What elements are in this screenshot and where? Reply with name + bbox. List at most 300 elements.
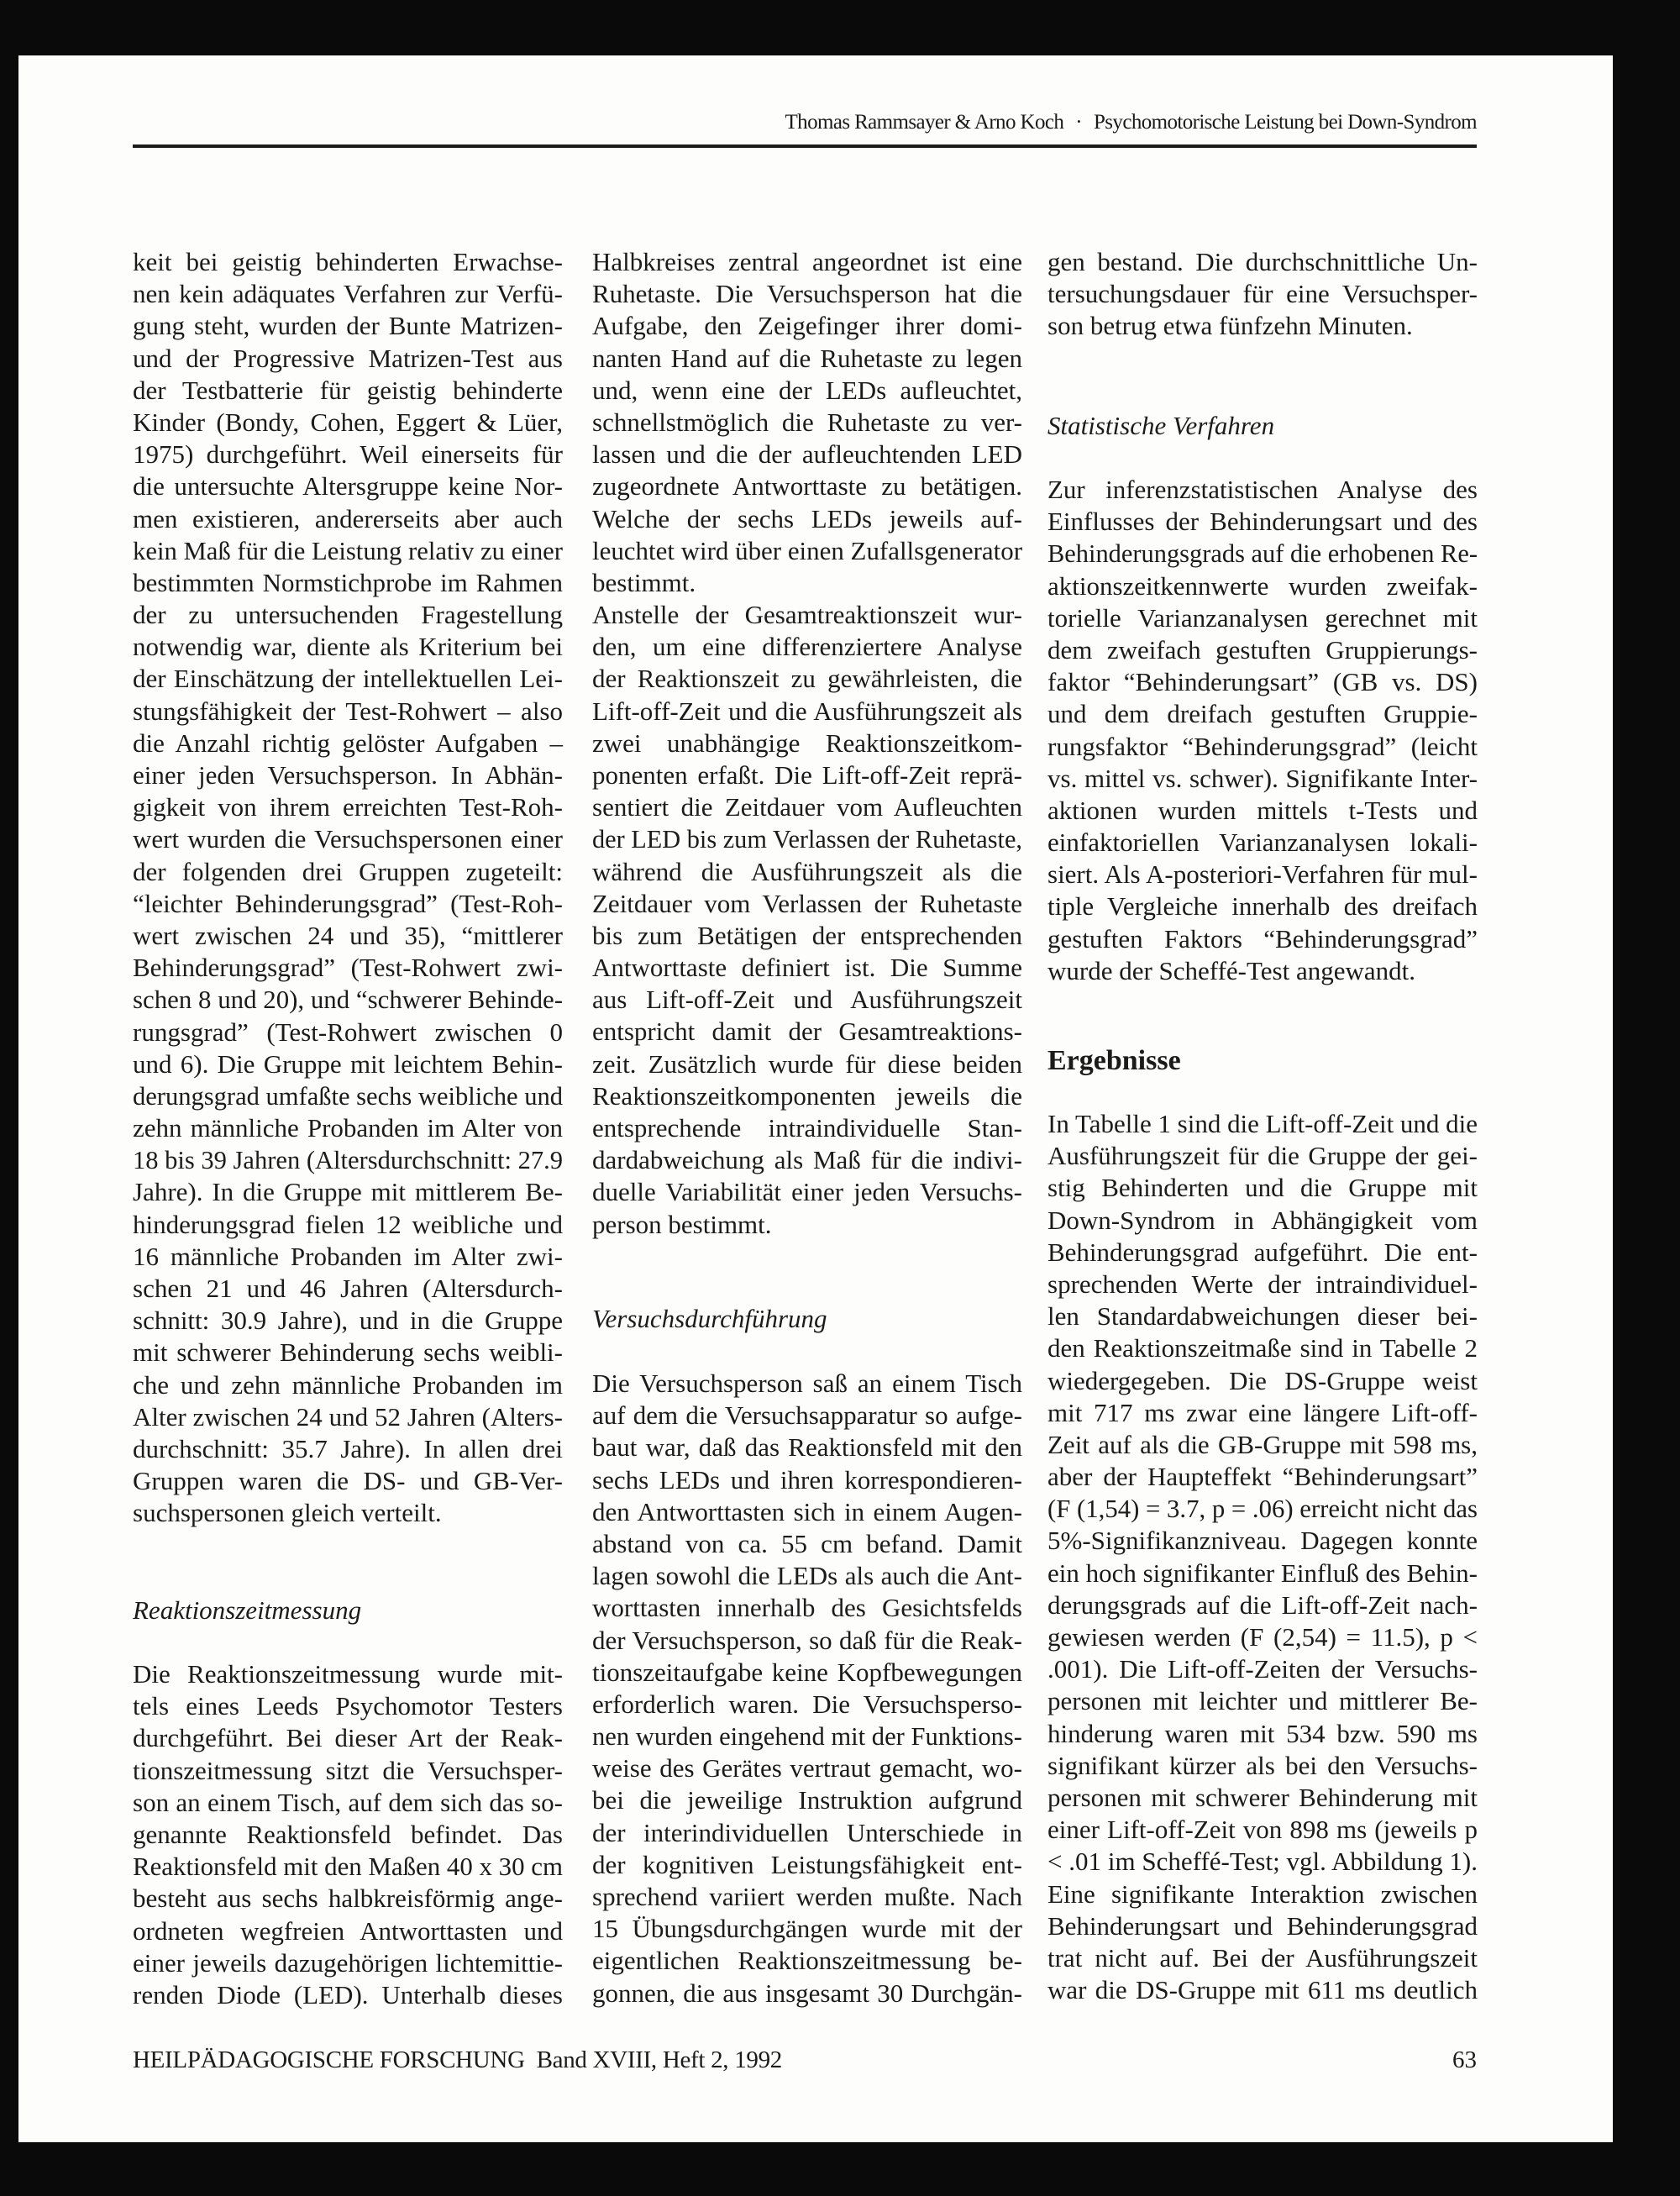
text-line xyxy=(133,535,563,567)
text-line xyxy=(1047,506,1478,538)
text-line-content: Zeit auf als die GB-Gruppe mit 598 ms, xyxy=(1047,1429,1478,1459)
paragraph xyxy=(133,246,563,1530)
text-line-content: der LED bis zum Verlassen der Ruhetaste, xyxy=(592,824,1022,854)
text-line xyxy=(1047,955,1478,987)
text-line-content: die untersuchte Altersgruppe keine Nor- xyxy=(133,471,563,502)
text-line-content: Halbkreises zentral angeordnet ist eine xyxy=(592,247,1022,276)
text-line-content: lassen und die der aufleuchtenden LED xyxy=(592,439,1022,470)
text-line-content: den Reaktionszeitmaße sind in Tabelle 2 xyxy=(1047,1333,1478,1363)
text-line xyxy=(133,599,563,631)
text-line-content: der Testbatterie für geistig behinderte xyxy=(133,375,563,405)
text-line-content: durchgeführt. Bei dieser Art der Reak- xyxy=(133,1723,563,1753)
text-line xyxy=(1047,827,1478,859)
text-line xyxy=(133,1176,563,1208)
text-line xyxy=(133,470,563,502)
text-line-content: Zeitdauer vom Verlassen der Ruhetaste xyxy=(592,888,1022,918)
text-line-content: der Reaktionszeit zu gewährleisten, die xyxy=(592,664,1022,694)
text-line xyxy=(592,1112,1022,1144)
text-line xyxy=(1047,1718,1478,1750)
text-line-content: aktionen wurden mittels t-Tests und xyxy=(1047,795,1478,825)
subsection-heading: Versuchsdurchführung xyxy=(592,1304,827,1333)
text-line xyxy=(1047,1300,1478,1332)
text-line xyxy=(592,1368,1022,1400)
text-line xyxy=(592,1432,1022,1463)
text-line-content: tersuchungsdauer für eine Versuchsper- xyxy=(1047,279,1478,309)
text-line xyxy=(1047,1429,1478,1461)
text-line xyxy=(592,246,1022,278)
text-line xyxy=(133,1080,563,1112)
text-line-content: aktionszeitkennwerte wurden zweifak- xyxy=(1047,570,1478,601)
text-line-content: derungsgrad umfaßte sechs weibliche und xyxy=(133,1080,563,1111)
text-line-content: und der Progressive Matrizen-Test aus xyxy=(133,343,563,373)
text-line-content: Down-Syndrom in Abhängigkeit vom xyxy=(1047,1205,1478,1235)
running-header xyxy=(785,111,1478,134)
text-line-content: entsprechende intraindividuelle Stan- xyxy=(592,1113,1022,1143)
text-line xyxy=(1047,1782,1478,1814)
text-line xyxy=(133,1883,563,1915)
text-line xyxy=(1047,1621,1478,1653)
text-line xyxy=(133,1017,563,1048)
text-line xyxy=(592,1176,1022,1208)
text-line xyxy=(1047,1493,1478,1525)
text-line xyxy=(592,599,1022,631)
text-line xyxy=(592,1048,1022,1080)
text-line xyxy=(592,1464,1022,1496)
text-line xyxy=(592,1016,1022,1048)
text-line xyxy=(592,823,1022,855)
text-line-content: der folgenden drei Gruppen zugeteilt: xyxy=(133,856,563,886)
text-line xyxy=(133,1241,563,1273)
text-line xyxy=(133,728,563,759)
text-line xyxy=(133,407,563,439)
text-line-content: Behinderungsgrad” (Test-Rohwert zwi- xyxy=(133,953,563,983)
text-line-content: mit 717 ms zwar eine längere Lift-off- xyxy=(1047,1397,1478,1427)
text-line-content: Jahre). In die Gruppe mit mittlerem Be- xyxy=(133,1177,563,1207)
footer-journal: HEILPÄDAGOGISCHE FORSCHUNG Band XVIII, Heft 2, 1992 xyxy=(133,2046,783,2073)
text-line xyxy=(1047,1269,1478,1300)
text-line-content: Behinderungsart und Behinderungsgrad xyxy=(1047,1910,1478,1941)
text-line-content: siert. Als A-posteriori-Verfahren für mul- xyxy=(1047,859,1478,890)
text-line-content: 1975) durchgeführt. Weil einerseits für xyxy=(133,439,563,470)
text-line xyxy=(592,1913,1022,1945)
text-line-content: renden Diode (LED). Unterhalb dieses xyxy=(133,1979,563,2009)
text-line-content: schnitt: 30.9 Jahre), und in die Gruppe xyxy=(133,1306,563,1336)
text-line xyxy=(1047,570,1478,602)
text-line xyxy=(1047,1365,1478,1397)
text-line-content: erforderlich waren. Die Versuchsperso- xyxy=(592,1689,1022,1719)
text-line-content: wurde der Scheffé-Test angewandt. xyxy=(1047,955,1415,985)
text-line-content: gewiesen werden (F (2,54) = 11.5), p < xyxy=(1047,1622,1478,1652)
text-line xyxy=(592,1978,1022,2009)
text-line-content: “leichter Behinderungsgrad” (Test-Roh- xyxy=(133,888,563,918)
text-line xyxy=(592,1849,1022,1881)
text-line-content: sprechend variiert werden mußte. Nach xyxy=(592,1882,1022,1911)
text-line-content: schnellstmöglich die Ruhetaste zu ver- xyxy=(592,407,1022,437)
text-line-content: rungsfaktor “Behinderungsgrad” (leicht xyxy=(1047,731,1478,761)
text-line-content: eigentlichen Reaktionszeitmessung be- xyxy=(592,1946,1022,1976)
text-line xyxy=(133,439,563,470)
text-line-content: Aufgabe, den Zeigefinger ihrer domi- xyxy=(592,311,1022,341)
text-line-content: der kognitiven Leistungsfähigkeit ent- xyxy=(592,1849,1022,1879)
text-line xyxy=(1047,474,1478,506)
text-line-content: besteht aus sechs halbkreisförmig ange- xyxy=(133,1883,563,1914)
text-line-content: schen 21 und 46 Jahren (Altersdurch- xyxy=(133,1274,563,1303)
text-line xyxy=(592,1817,1022,1849)
text-line xyxy=(133,1209,563,1241)
text-line-content: gen bestand. Die durchschnittliche Un- xyxy=(1047,247,1478,276)
text-line xyxy=(133,1722,563,1754)
text-line xyxy=(133,791,563,823)
text-line-content: son an einem Tisch, auf dem sich das so- xyxy=(133,1787,563,1817)
text-line-content: wert wurden die Versuchspersonen einer xyxy=(133,824,563,854)
text-line xyxy=(592,310,1022,342)
text-line xyxy=(1047,1589,1478,1621)
text-line-content: nanten Hand auf die Ruhetaste zu legen xyxy=(592,343,1022,373)
text-line xyxy=(592,1721,1022,1752)
text-line-content: und 6). Die Gruppe mit leichtem Behin- xyxy=(133,1048,563,1079)
text-line-content: Alter zwischen 24 und 52 Jahren (Alters- xyxy=(133,1401,563,1432)
text-line-content: dem zweifach gestuften Gruppierungs- xyxy=(1047,634,1478,665)
text-line xyxy=(1047,890,1478,922)
text-line xyxy=(1047,731,1478,763)
text-line xyxy=(592,1881,1022,1913)
text-line xyxy=(133,663,563,695)
text-line-content: aber der Haupteffekt “Behinderungsart” xyxy=(1047,1462,1478,1492)
text-line-content: stig Behinderten und die Gruppe mit xyxy=(1047,1173,1478,1203)
text-line xyxy=(133,1819,563,1851)
text-line-content: die Anzahl richtig gelöster Aufgaben – xyxy=(133,728,563,758)
paragraph xyxy=(1047,246,1478,343)
text-line xyxy=(1047,1108,1478,1140)
text-line xyxy=(1047,1685,1478,1717)
text-line-content: personen mit leichter und mittlerer Be- xyxy=(1047,1686,1478,1716)
text-line xyxy=(133,1690,563,1722)
text-line-content: sechs LEDs und ihren korrespondieren- xyxy=(592,1464,1022,1495)
text-line xyxy=(1047,310,1478,342)
text-line-content: Zur inferenzstatistischen Analyse des xyxy=(1047,475,1478,504)
text-line xyxy=(133,1787,563,1819)
text-line-content: signifikant kürzer als bei den Versuchs- xyxy=(1047,1750,1478,1780)
text-line xyxy=(592,1209,1022,1241)
text-line-content: zwei unabhängige Reaktionszeitkom- xyxy=(592,728,1022,758)
text-line xyxy=(1047,634,1478,666)
text-line xyxy=(133,1369,563,1401)
text-line-content: entspricht damit der Gesamtreaktions- xyxy=(592,1017,1022,1047)
text-line-content: den, um eine differenziertere Analyse xyxy=(592,632,1022,662)
text-line xyxy=(133,1273,563,1305)
text-line-content: Gruppen waren die DS- und GB-Ver- xyxy=(133,1466,563,1496)
text-line xyxy=(592,984,1022,1016)
text-line xyxy=(133,567,563,599)
text-line-content: < .01 im Scheffé-Test; vgl. Abbildung 1). xyxy=(1047,1847,1478,1877)
text-line-content: wert zwischen 24 und 35), “mittlerer xyxy=(133,920,563,950)
text-line xyxy=(592,535,1022,567)
text-line-content: zugeordnete Antworttaste zu betätigen. xyxy=(592,471,1022,502)
text-line xyxy=(592,343,1022,375)
text-line xyxy=(133,1497,563,1529)
text-line xyxy=(592,1689,1022,1721)
text-line-content: hinderung waren mit 534 bzw. 590 ms xyxy=(1047,1718,1478,1748)
text-line-content: leuchtet wird über einen Zufallsgenerator xyxy=(592,535,1022,565)
text-line-content: war die DS-Gruppe mit 611 ms deutlich xyxy=(1047,1975,1478,2005)
text-line-content: Lift-off-Zeit und die Ausführungszeit als xyxy=(592,696,1022,726)
text-line xyxy=(133,1658,563,1690)
text-line-content: einer Lift-off-Zeit von 898 ms (jeweils p xyxy=(1047,1815,1478,1845)
text-line-content: Eine signifikante Interaktion zwischen xyxy=(1047,1878,1478,1909)
text-line-content: personen mit schwerer Behinderung mit xyxy=(1047,1782,1478,1812)
text-line-content: Die Reaktionszeitmessung wurde mit- xyxy=(133,1659,563,1689)
text-line-content: der interindividuellen Unterschiede in xyxy=(592,1817,1022,1847)
text-line xyxy=(592,952,1022,984)
paragraph xyxy=(1047,474,1478,987)
text-line-content: Behinderungsgrads auf die erhobenen Re- xyxy=(1047,538,1478,569)
text-line xyxy=(592,503,1022,535)
text-line-content: ponenten erfaßt. Die Lift-off-Zeit reprä- xyxy=(592,759,1022,790)
text-line-content: Reaktionsfeld mit den Maßen 40 x 30 cm xyxy=(133,1852,563,1882)
text-line xyxy=(133,1048,563,1080)
text-line xyxy=(133,375,563,407)
text-line-content: gonnen, die aus insgesamt 30 Durchgän- xyxy=(592,1978,1022,2008)
paragraph xyxy=(133,1658,563,2011)
text-line-content: bei die jeweilige Instruktion aufgrund xyxy=(592,1785,1022,1815)
text-line xyxy=(133,1112,563,1144)
text-line xyxy=(133,1337,563,1369)
text-line xyxy=(1047,859,1478,890)
text-line-content: Einflusses der Behinderungsart und des xyxy=(1047,507,1478,537)
text-line-content: Welche der sechs LEDs jeweils auf- xyxy=(592,503,1022,533)
text-line xyxy=(592,1945,1022,1977)
text-line-content: abstand von ca. 55 cm befand. Damit xyxy=(592,1528,1022,1558)
text-line xyxy=(1047,1846,1478,1878)
text-line-content: derungsgrads auf die Lift-off-Zeit nach- xyxy=(1047,1589,1478,1620)
text-line xyxy=(1047,246,1478,278)
text-line-content: ein hoch signifikanter Einfluß des Behin- xyxy=(1047,1558,1478,1588)
text-line xyxy=(133,920,563,952)
text-line xyxy=(133,310,563,342)
text-line-content: der zu untersuchenden Fragestellung xyxy=(133,600,563,630)
text-line-content: Kinder (Bondy, Cohen, Eggert & Lüer, xyxy=(133,407,563,437)
text-line xyxy=(1047,666,1478,698)
text-line xyxy=(1047,1140,1478,1172)
text-line-content: bestimmten Normstichprobe im Rahmen xyxy=(133,567,563,597)
text-line xyxy=(1047,1172,1478,1204)
text-line xyxy=(1047,1558,1478,1589)
text-line-content: ordneten wegfreien Antworttasten und xyxy=(133,1915,563,1946)
text-line xyxy=(133,984,563,1016)
text-line xyxy=(1047,1237,1478,1269)
text-line xyxy=(1047,795,1478,827)
text-line-content: einer jeweils dazugehörigen lichtemittie- xyxy=(133,1947,563,1978)
text-line-content: tels eines Leeds Psychomotor Testers xyxy=(133,1691,563,1721)
text-line xyxy=(1047,1942,1478,1974)
text-line xyxy=(1047,1397,1478,1429)
text-line xyxy=(592,375,1022,407)
text-line xyxy=(1047,1814,1478,1846)
text-line-content: 15 Übungsdurchgängen wurde mit der xyxy=(592,1914,1022,1944)
text-line-content: rungsgrad” (Test-Rohwert zwischen 0 xyxy=(133,1017,563,1047)
text-line-content: einfaktoriellen Varianzanalysen lokali- xyxy=(1047,827,1478,858)
text-line-content: vs. mittel vs. schwer). Signifikante Inter- xyxy=(1047,763,1478,793)
text-line xyxy=(133,631,563,663)
text-line xyxy=(592,278,1022,310)
text-line-content: torielle Varianzanalysen gerechnet mit xyxy=(1047,602,1478,633)
text-line-content: son betrug etwa fünfzehn Minuten. xyxy=(1047,311,1413,341)
text-line-content: zeit. Zusätzlich wurde für diese beiden xyxy=(592,1048,1022,1079)
text-line xyxy=(592,696,1022,728)
text-line-content: Ruhetaste. Die Versuchsperson hat die xyxy=(592,279,1022,309)
text-line xyxy=(133,1851,563,1883)
text-line-content: baut war, daß das Reaktionsfeld mit den xyxy=(592,1432,1022,1463)
text-line-content: gigkeit von ihrem erreichten Test-Roh- xyxy=(133,792,563,822)
text-line-content: worttasten innerhalb des Gesichtsfelds xyxy=(592,1593,1022,1623)
text-line xyxy=(592,888,1022,920)
text-line xyxy=(592,791,1022,823)
paragraph xyxy=(592,599,1022,1241)
text-line xyxy=(1047,1653,1478,1685)
paragraph xyxy=(592,246,1022,599)
text-line xyxy=(592,439,1022,470)
text-line-content: 18 bis 39 Jahren (Altersdurchschnitt: 27.9 xyxy=(133,1145,563,1175)
text-line-content: (F (1,54) = 3.7, p = .06) erreicht nicht das xyxy=(1047,1494,1478,1524)
text-line-content: aus Lift-off-Zeit und Ausführungszeit xyxy=(592,985,1022,1015)
paragraph xyxy=(592,1368,1022,2009)
text-line xyxy=(1047,698,1478,730)
text-line xyxy=(592,1400,1022,1432)
text-line-content: kein Maß für die Leistung relativ zu einer xyxy=(133,535,563,565)
text-line-content: durchschnitt: 35.7 Jahre). In allen drei xyxy=(133,1433,563,1463)
text-line-content: bestimmt. xyxy=(592,567,696,597)
text-line xyxy=(592,759,1022,791)
text-line xyxy=(1047,1461,1478,1493)
paragraph xyxy=(1047,1108,1478,2006)
text-line xyxy=(1047,1910,1478,1942)
text-line-content: lagen sowohl die LEDs als auch die Ant- xyxy=(592,1561,1022,1591)
text-line-content: Behinderungsgrad aufgeführt. Die ent- xyxy=(1047,1237,1478,1267)
text-line xyxy=(1047,1205,1478,1237)
text-line xyxy=(133,1305,563,1337)
text-line xyxy=(592,567,1022,599)
text-line-content: trat nicht auf. Bei der Ausführungszeit xyxy=(1047,1942,1478,1973)
text-line xyxy=(1047,1878,1478,1910)
text-line xyxy=(1047,923,1478,955)
text-line-content: den Antworttasten sich in einem Augen- xyxy=(592,1496,1022,1526)
subsection-heading: Statistische Verfahren xyxy=(1047,411,1275,440)
text-line xyxy=(133,1915,563,1947)
text-line xyxy=(592,920,1022,952)
text-line-content: tiple Vergleiche innerhalb des dreifach xyxy=(1047,891,1478,922)
text-line-content: faktor “Behinderungsart” (GB vs. DS) xyxy=(1047,667,1478,697)
running-header-authors: Thomas Rammsayer & Arno Koch xyxy=(785,111,1064,134)
text-line-content: notwendig war, diente als Kriterium bei xyxy=(133,632,563,662)
text-line-content: Antworttaste definiert ist. Die Summe xyxy=(592,953,1022,983)
text-line xyxy=(592,631,1022,663)
text-line-content: duelle Variabilität einer jeden Versuchs- xyxy=(592,1177,1022,1207)
text-line xyxy=(1047,763,1478,795)
text-line-content: schen 8 und 20), und “schwerer Behinde- xyxy=(133,985,563,1015)
text-line-content: hinderungsgrad fielen 12 weibliche und xyxy=(133,1209,563,1239)
text-line xyxy=(592,1752,1022,1784)
text-line-content: In Tabelle 1 sind die Lift-off-Zeit und die xyxy=(1047,1109,1478,1138)
text-line xyxy=(133,856,563,888)
text-line-content: der Versuchsperson, so daß für die Reak- xyxy=(592,1625,1022,1655)
text-line xyxy=(133,343,563,375)
text-line xyxy=(592,1625,1022,1657)
running-header-separator: · xyxy=(1075,111,1082,134)
text-line xyxy=(592,1657,1022,1689)
text-line-content: und dem dreifach gestuften Gruppie- xyxy=(1047,699,1478,729)
running-header-title: Psychomotorische Leistung bei Down-Syndrom xyxy=(1093,111,1477,134)
text-line xyxy=(592,1528,1022,1560)
text-line xyxy=(133,1755,563,1787)
text-line-content: während die Ausführungszeit als die xyxy=(592,856,1022,886)
text-line xyxy=(592,856,1022,888)
text-line xyxy=(592,663,1022,695)
text-line-content: .001). Die Lift-off-Zeiten der Versuchs- xyxy=(1047,1654,1478,1684)
text-line-content: nen wurden eingehend mit der Funktions- xyxy=(592,1721,1022,1752)
subsection-heading: Reaktionszeitmessung xyxy=(133,1595,362,1625)
text-line xyxy=(592,1144,1022,1176)
text-line-content: tionszeitaufgabe keine Kopfbewegungen xyxy=(592,1657,1022,1687)
text-line-content: weise des Gerätes vertraut gemacht, wo- xyxy=(592,1753,1022,1784)
text-line-content: zehn männliche Probanden im Alter von xyxy=(133,1113,563,1143)
text-line-content: und, wenn eine der LEDs aufleuchtet, xyxy=(592,375,1022,405)
text-line xyxy=(592,1784,1022,1816)
text-line-content: tionszeitmessung sitzt die Versuchsper- xyxy=(133,1755,563,1785)
text-line xyxy=(592,1560,1022,1592)
section-heading: Ergebnisse xyxy=(1047,1045,1181,1076)
text-line-content: sentiert die Zeitdauer vom Aufleuchten xyxy=(592,792,1022,822)
text-line-content: Reaktionszeitkomponenten jeweils die xyxy=(592,1080,1022,1111)
text-line xyxy=(133,696,563,728)
text-line xyxy=(1047,1332,1478,1364)
text-line-content: stungsfähigkeit der Test-Rohwert – also xyxy=(133,696,563,726)
text-line xyxy=(592,1080,1022,1112)
text-line xyxy=(133,1433,563,1465)
text-line-content: genannte Reaktionsfeld befindet. Das xyxy=(133,1819,563,1849)
text-line xyxy=(133,246,563,278)
text-line-content: Die Versuchsperson saß an einem Tisch xyxy=(592,1369,1022,1398)
text-line xyxy=(1047,1974,1478,2006)
text-line-content: mit schwerer Behinderung sechs weibli- xyxy=(133,1337,563,1368)
text-line-content: men existieren, andererseits aber auch xyxy=(133,503,563,533)
text-line xyxy=(133,1144,563,1176)
text-line xyxy=(133,1465,563,1497)
text-line-content: person bestimmt. xyxy=(592,1209,772,1239)
text-line xyxy=(1047,278,1478,310)
text-line xyxy=(592,728,1022,759)
text-line-content: suchspersonen gleich verteilt. xyxy=(133,1498,442,1528)
text-line-content: der Einschätzung der intellektuellen Lei- xyxy=(133,664,563,694)
footer-page-number: 63 xyxy=(1452,2046,1477,2073)
text-line xyxy=(133,1979,563,2011)
text-line-content: einer jeden Versuchsperson. In Abhän- xyxy=(133,760,563,790)
text-line-content: bis zum Betätigen der entsprechenden xyxy=(592,920,1022,950)
header-rule xyxy=(133,144,1477,148)
text-line xyxy=(592,1496,1022,1528)
text-line xyxy=(133,888,563,920)
text-line-content: gestuften Faktors “Behinderungsgrad” xyxy=(1047,923,1478,954)
text-line xyxy=(592,1592,1022,1624)
text-line xyxy=(1047,538,1478,570)
text-line xyxy=(133,278,563,310)
text-line-content: gung steht, wurden der Bunte Matrizen- xyxy=(133,311,563,341)
text-line xyxy=(133,952,563,984)
text-line xyxy=(133,1401,563,1433)
text-line xyxy=(133,759,563,791)
text-line xyxy=(133,503,563,535)
text-line xyxy=(1047,1750,1478,1782)
text-line-content: sprechenden Werte der intraindividuel- xyxy=(1047,1269,1478,1299)
